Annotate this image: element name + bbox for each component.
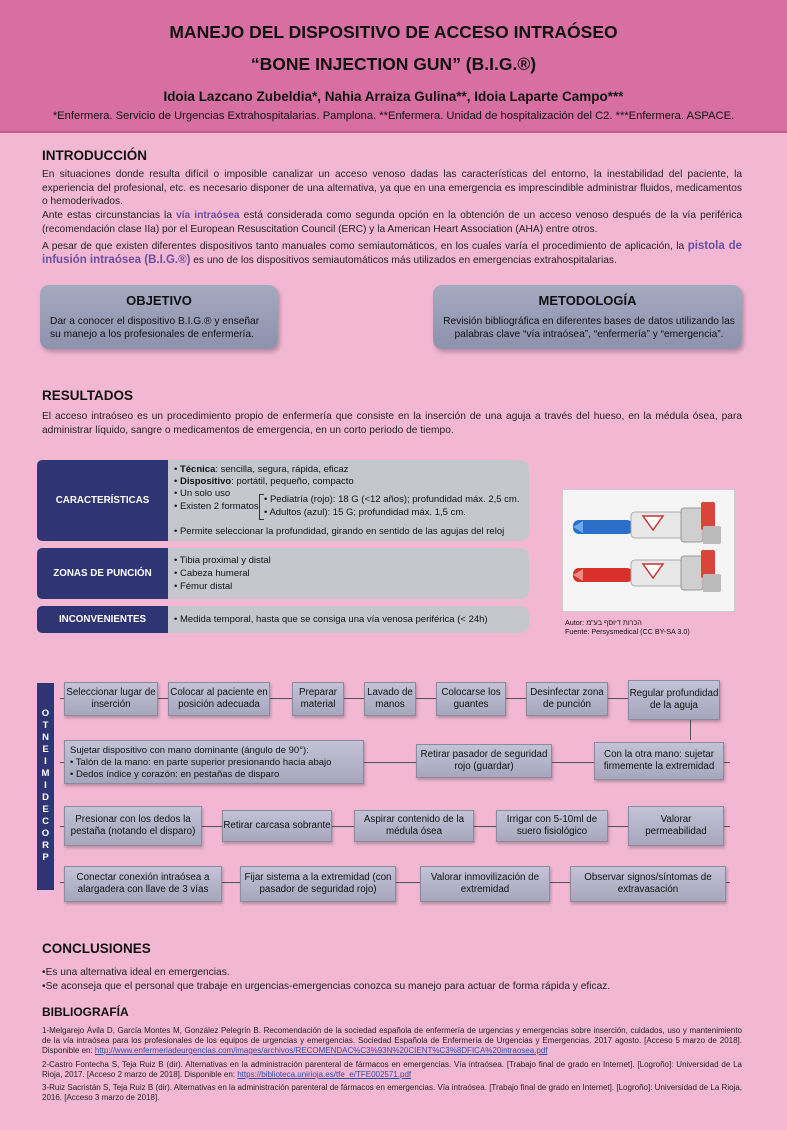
proc-letter: E — [42, 744, 49, 755]
reference-2: 2-Castro Fontecha S, Teja Ruiz B (dir). Alternativas en la administración parenteral de fármacos en emergencias. Vía intraósea. [Trabajo final de grado en Internet]. [Logroño]: Universidad de La Rioja, 2017. [Acceso 2 marzo de 2018]. Disponible en: https://biblioteca.unirioja.es/tfe_e/TFE002571.pdf — [42, 1060, 742, 1079]
photo-source: Fuente: Persysmedical (CC BY-SA 3.0) — [565, 627, 690, 636]
poster-header — [0, 0, 787, 133]
proc-letter: T — [42, 720, 49, 731]
step-valorar-inmovilizacion: Valorar inmovilización de extremidad — [420, 866, 550, 902]
affiliations: *Enfermera. Servicio de Urgencias Extrahospitalarias. Pamplona. **Enfermera. Unidad de hospitalización del C2. ***Enfermera. ASPACE. — [52, 110, 735, 122]
sujetar-bullet: • Dedos índice y corazón: en pestañas de disparo — [70, 769, 280, 780]
procedimiento-label — [37, 683, 54, 890]
caracteristicas-uso: • Un solo uso — [174, 488, 231, 499]
sujetar-title: Sujetar dispositivo con mano dominante (ángulo de 90°): — [70, 745, 309, 756]
poster-title-line2: “BONE INJECTION GUN” (B.I.G.®) — [250, 54, 537, 74]
reference-2-link[interactable]: https://biblioteca.unirioja.es/tfe_e/TFE002571.pdf — [237, 1070, 412, 1079]
step-valorar-permeabilidad: Valorar permeabilidad — [628, 806, 724, 846]
inconvenientes-panel — [168, 606, 529, 633]
step-colocarse-guantes: Colocarse los guantes — [436, 682, 506, 716]
bibliografia-heading: BIBLIOGRAFÍA — [42, 1005, 129, 1019]
proc-letter: O — [41, 708, 50, 719]
step-preparar-material: Preparar material — [292, 682, 344, 716]
step-regular-profundidad: Regular profundidad de la aguja — [628, 680, 720, 720]
caracteristicas-formatos: • Existen 2 formatos — [174, 501, 259, 512]
proc-letter: I — [44, 780, 47, 791]
proc-letter: E — [42, 804, 49, 815]
step-lavado-manos: Lavado de manos — [364, 682, 416, 716]
proc-letter: C — [42, 816, 49, 827]
step-presionar-pestana: Presionar con los dedos la pestaña (notando el disparo) — [64, 806, 202, 846]
authors: Idoia Lazcano Zubeldia*, Nahia Arraiza Gulina**, Idoia Laparte Campo*** — [163, 89, 624, 104]
inconvenientes-text: • Medida temporal, hasta que se consiga una vía venosa periférica (< 24h) — [174, 614, 488, 625]
zona-item: • Cabeza humeral — [174, 568, 250, 579]
intro-heading: INTRODUCCIÓN — [42, 148, 147, 163]
zonas-label: ZONAS DE PUNCIÓN — [37, 548, 168, 599]
intro-paragraph-1: En situaciones donde resulta difícil o imposible canalizar un acceso venoso dadas las características del entorno, la inestabilidad del paciente, la experiencia del profesional, etc. es necesario disponer de una alternativa, ya que en una emergencia es imprescindible administrar fluidos, medicamentos o hemoderivados. — [42, 169, 742, 208]
caracteristicas-dispositivo: • Dispositivo: portátil, pequeño, compacto — [174, 476, 354, 487]
step-retirar-carcasa: Retirar carcasa sobrante — [222, 810, 332, 842]
inconvenientes-label: INCONVENIENTES — [37, 606, 168, 633]
step-aspirar: Aspirar contenido de la médula ósea — [354, 810, 474, 842]
caracteristicas-panel — [168, 460, 529, 541]
poster-title-line1: MANEJO DEL DISPOSITIVO DE ACCESO INTRAÓSEO — [169, 22, 618, 42]
proc-letter: D — [42, 792, 49, 803]
intro-paragraph-2: Ante estas circunstancias la vía intraósea está considerada como segunda opción en la obtención de un acceso venoso después de la vía periférica (recomendación clase IIa) por el European Resuscitation Council (ERC) y la American Heart Association (AHA) entre otros. — [42, 210, 743, 235]
formato-adultos: • Adultos (azul): 15 G; profundidad máx. 1,5 cm. — [264, 507, 466, 518]
step-desinfectar: Desinfectar zona de punción — [526, 682, 608, 716]
step-sujetar-dispositivo — [64, 740, 364, 784]
proc-letter: N — [42, 732, 49, 743]
step-conectar: Conectar conexión intraósea a alargadera con llave de 3 vías — [64, 866, 222, 902]
resultados-text: El acceso intraóseo es un procedimiento propio de enfermería que consiste en la inserción de una aguja a través del hueso, en la médula ósea, para administrar líquido, sangre o medicamentos de emergencia, en un corto periodo de tiempo. — [42, 411, 742, 436]
metodologia-box — [433, 285, 742, 349]
metodologia-text: Revisión bibliográfica en diferentes bases de datos utilizando las palabras clave “vía intraósea”, “enfermería” y “emergencia”. — [443, 316, 735, 340]
red-device — [573, 550, 721, 592]
step-otra-mano: Con la otra mano: sujetar firmemente la extremidad — [594, 742, 724, 780]
caracteristicas-tecnica: • Técnica: sencilla, segura, rápida, eficaz — [174, 464, 349, 475]
caracteristicas-profundidad: • Permite seleccionar la profundidad, girando en sentido de las agujas del reloj — [174, 526, 505, 537]
reference-1: 1-Melgarejo Ávila D, García Montes M, González Pelegrín B. Recomendación de la sociedad española de enfermería de urgencias y emergencias sobre inserción, cuidados, uso y mantenimiento de la vía intraósea para los profesionales de los equipos de urgencias y emergencias. Sociedad Española de Enfermería de Urgencias y Emergencias. 2017 agosto. [Acceso 5 marzo de 2018]. Disponible en: http://www.enfermeriadeurgencias.com/images/archivos/RECOMENDAC%C3%93N%20CIENT%C3%8DFICA%20intraosea.pdf — [42, 1026, 742, 1055]
proc-letter: M — [41, 768, 50, 779]
formato-pediatria: • Pediatría (rojo): 18 G (<12 años); profundidad máx. 2,5 cm. — [264, 494, 520, 505]
big-device-photo — [562, 489, 735, 612]
intro-paragraph-3: A pesar de que existen diferentes dispositivos tanto manuales como semiautomáticos, en los cuales varía el procedimiento de aplicación, la pistola de infusión intraósea (B.I.G.®) es uno de los dispositivos semiautomáticos más utilizados en emergencias extrahospitalarias. — [42, 240, 742, 266]
big-device-illustration — [563, 490, 736, 613]
objetivo-box — [40, 285, 278, 349]
reference-3: 3-Ruiz Sacristán S, Teja Ruiz B (dir). Alternativas en la administración parenteral de fármacos en emergencias. Vía intraósea. [Trabajo final de grado en Internet]. [Logroño]: Universidad de La Rioja, 2016. [Acceso 3 marzo de 2018]. — [42, 1083, 742, 1102]
zonas-panel — [168, 548, 529, 599]
flow-connector — [690, 720, 691, 740]
conclusion-item: •Se aconseja que el personal que trabaje en urgencias-emergencias conozca su manejo para actuar de forma rápida y eficaz. — [42, 981, 611, 992]
step-observar-signos: Observar signos/síntomas de extravasación — [570, 866, 726, 902]
objetivo-heading: OBJETIVO — [126, 293, 192, 308]
sujetar-bullet: • Talón de la mano: en parte superior presionando hacia abajo — [70, 757, 332, 768]
zona-item: • Tibia proximal y distal — [174, 555, 271, 566]
caracteristicas-label: CARACTERÍSTICAS — [37, 460, 168, 541]
step-irrigar: Irrigar con 5-10ml de suero fisiológico — [496, 810, 608, 842]
photo-author: Autor: הכרות דיוסף בע"מ — [565, 618, 642, 627]
reference-1-link[interactable]: http://www.enfermeriadeurgencias.com/images/archivos/RECOMENDAC%C3%93N%20CIENT%C3%8DFICA%20intraosea.pdf — [94, 1046, 548, 1055]
blue-device — [573, 502, 721, 544]
proc-letter: O — [41, 828, 50, 839]
step-fijar-sistema: Fijar sistema a la extremidad (con pasador de seguridad rojo) — [240, 866, 396, 902]
proc-letter: P — [42, 852, 49, 863]
zona-item: • Fémur distal — [174, 581, 233, 592]
metodologia-heading: METODOLOGÍA — [538, 293, 637, 308]
objetivo-text: Dar a conocer el dispositivo B.I.G.® y enseñar su manejo a los profesionales de enfermería. — [50, 316, 260, 340]
highlight-pistola: pistola de infusión intraósea (B.I.G.®) — [42, 240, 742, 266]
step-seleccionar-lugar: Seleccionar lugar de inserción — [64, 682, 158, 716]
step-retirar-pasador: Retirar pasador de seguridad rojo (guardar) — [416, 744, 552, 778]
proc-letter: I — [44, 756, 47, 767]
proc-letter: R — [42, 840, 49, 851]
conclusiones-heading: CONCLUSIONES — [42, 941, 151, 956]
resultados-heading: RESULTADOS — [42, 388, 133, 403]
step-colocar-paciente: Colocar al paciente en posición adecuada — [168, 682, 270, 716]
highlight-via-intraosea: vía intraósea — [176, 210, 240, 221]
conclusion-item: •Es una alternativa ideal en emergencias. — [42, 967, 230, 978]
